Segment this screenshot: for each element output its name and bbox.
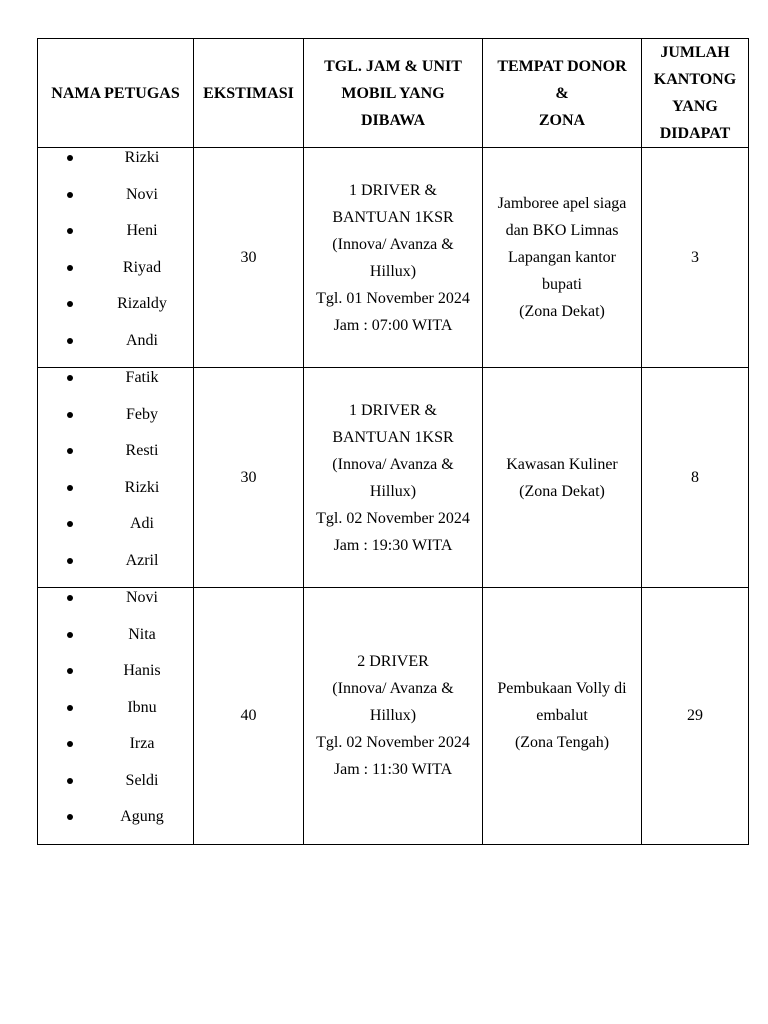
schedule-line: (Innova/ Avanza & (332, 455, 454, 473)
location-cell (483, 148, 642, 368)
bags-cell: 3 (642, 148, 749, 368)
table-row (38, 148, 749, 368)
list-item (38, 625, 193, 662)
list-item (38, 514, 193, 551)
officer-name: Seldi (125, 771, 159, 789)
list-item (38, 441, 193, 478)
location-line: (Zona Dekat) (519, 482, 605, 500)
names-cell (38, 588, 194, 845)
officer-name: Azril (125, 551, 159, 569)
officer-name: Rizki (124, 478, 160, 496)
officer-name: Hanis (123, 662, 161, 679)
bullet-icon (67, 485, 73, 491)
list-item (38, 771, 193, 808)
officer-list (38, 368, 193, 587)
location-cell (483, 588, 642, 845)
bags-cell: 29 (642, 588, 749, 845)
bullet-icon (67, 632, 73, 638)
list-item (38, 807, 193, 844)
list-item (38, 551, 193, 588)
header-schedule (304, 39, 483, 148)
bullet-icon (67, 338, 73, 344)
officer-name: Fatik (125, 369, 159, 386)
header-bags-line: JUMLAH (660, 44, 730, 61)
bullet-icon (67, 668, 73, 674)
schedule-line: Hillux) (369, 482, 417, 500)
schedule-line: (Innova/ Avanza & (332, 680, 454, 698)
header-schedule-line: MOBIL YANG (341, 84, 445, 102)
bullet-icon (67, 375, 73, 381)
header-location-line: TEMPAT DONOR (497, 57, 627, 75)
bullet-icon (67, 558, 73, 564)
list-item (38, 185, 193, 222)
officer-name: Rizki (124, 149, 160, 166)
list-item (38, 221, 193, 258)
bullet-icon (67, 192, 73, 198)
bullet-icon (67, 448, 73, 454)
header-bags-line: DIDAPAT (659, 125, 731, 142)
schedule-line: Hillux) (369, 707, 417, 725)
officer-name: Rizaldy (117, 295, 167, 312)
location-cell (483, 368, 642, 588)
officer-name: Feby (126, 405, 158, 423)
bullet-icon (67, 741, 73, 747)
list-item (38, 698, 193, 735)
officer-name: Ibnu (127, 698, 157, 716)
officer-name: Nita (128, 625, 156, 643)
schedule-cell (304, 368, 483, 588)
header-location (483, 39, 642, 148)
schedule-line: (Innova/ Avanza & (332, 235, 454, 253)
schedule-line: 2 DRIVER (357, 653, 429, 671)
schedule-line: Tgl. 01 November 2024 (316, 289, 470, 307)
officer-name: Novi (126, 185, 158, 203)
officer-name: Agung (120, 808, 164, 825)
schedule-line: Tgl. 02 November 2024 (316, 734, 470, 752)
schedule-line: 1 DRIVER & (349, 181, 437, 199)
list-item (38, 294, 193, 331)
officer-name: Adi (130, 515, 154, 532)
list-item (38, 405, 193, 442)
header-estimate: EKSTIMASI (194, 39, 304, 148)
location-line: Lapangan kantor (508, 249, 616, 266)
bullet-icon (67, 228, 73, 234)
schedule-line: Jam : 19:30 WITA (333, 536, 453, 554)
officer-name: Resti (125, 442, 159, 459)
schedule-line: Jam : 11:30 WITA (333, 761, 453, 779)
location-line: (Zona Dekat) (519, 303, 605, 320)
estimate-cell: 30 (194, 148, 304, 368)
table-row (38, 588, 749, 845)
header-bags (642, 39, 749, 148)
header-location-line: & (555, 84, 569, 102)
estimate-cell: 40 (194, 588, 304, 845)
officer-name: Heni (126, 222, 158, 239)
bags-cell: 8 (642, 368, 749, 588)
officer-list (38, 588, 193, 844)
officer-list (38, 148, 193, 367)
list-item (38, 258, 193, 295)
schedule-line: BANTUAN 1KSR (332, 208, 454, 226)
location-line: bupati (542, 276, 582, 293)
location-line: embalut (536, 707, 588, 725)
schedule-line: Hillux) (369, 262, 417, 280)
list-item (38, 734, 193, 771)
location-line: Jamboree apel siaga (497, 195, 627, 212)
list-item (38, 478, 193, 515)
officer-name: Riyad (122, 258, 162, 276)
bullet-icon (67, 595, 73, 601)
bullet-icon (67, 265, 73, 271)
schedule-cell (304, 148, 483, 368)
schedule-cell (304, 588, 483, 845)
header-bags-line: YANG (672, 98, 718, 115)
officer-name: Andi (126, 331, 158, 349)
table-header-row (38, 39, 749, 148)
table-row (38, 368, 749, 588)
schedule-line: BANTUAN 1KSR (332, 428, 454, 446)
header-bags-line: KANTONG (653, 71, 737, 88)
list-item (38, 588, 193, 625)
bullet-icon (67, 521, 73, 527)
header-schedule-line: TGL. JAM & UNIT (324, 57, 462, 75)
bullet-icon (67, 705, 73, 711)
bullet-icon (67, 814, 73, 820)
estimate-cell: 30 (194, 368, 304, 588)
list-item (38, 368, 193, 405)
header-location-line: ZONA (538, 111, 586, 129)
list-item (38, 661, 193, 698)
officer-name: Irza (129, 735, 155, 752)
bullet-icon (67, 155, 73, 161)
bullet-icon (67, 301, 73, 307)
location-line: (Zona Tengah) (514, 734, 610, 752)
header-schedule-line: DIBAWA (360, 111, 425, 129)
schedule-line: Tgl. 02 November 2024 (316, 509, 470, 527)
schedule-line: Jam : 07:00 WITA (333, 316, 453, 334)
officer-name: Novi (126, 589, 158, 606)
list-item (38, 148, 193, 185)
location-line: Kawasan Kuliner (506, 455, 618, 473)
names-cell (38, 148, 194, 368)
location-line: dan BKO Limnas (505, 222, 619, 239)
bullet-icon (67, 412, 73, 418)
header-names: NAMA PETUGAS (38, 39, 194, 148)
bullet-icon (67, 778, 73, 784)
list-item (38, 331, 193, 368)
names-cell (38, 368, 194, 588)
location-line: Pembukaan Volly di (497, 680, 627, 698)
schedule-line: 1 DRIVER & (349, 401, 437, 419)
donor-schedule-table (37, 38, 749, 845)
